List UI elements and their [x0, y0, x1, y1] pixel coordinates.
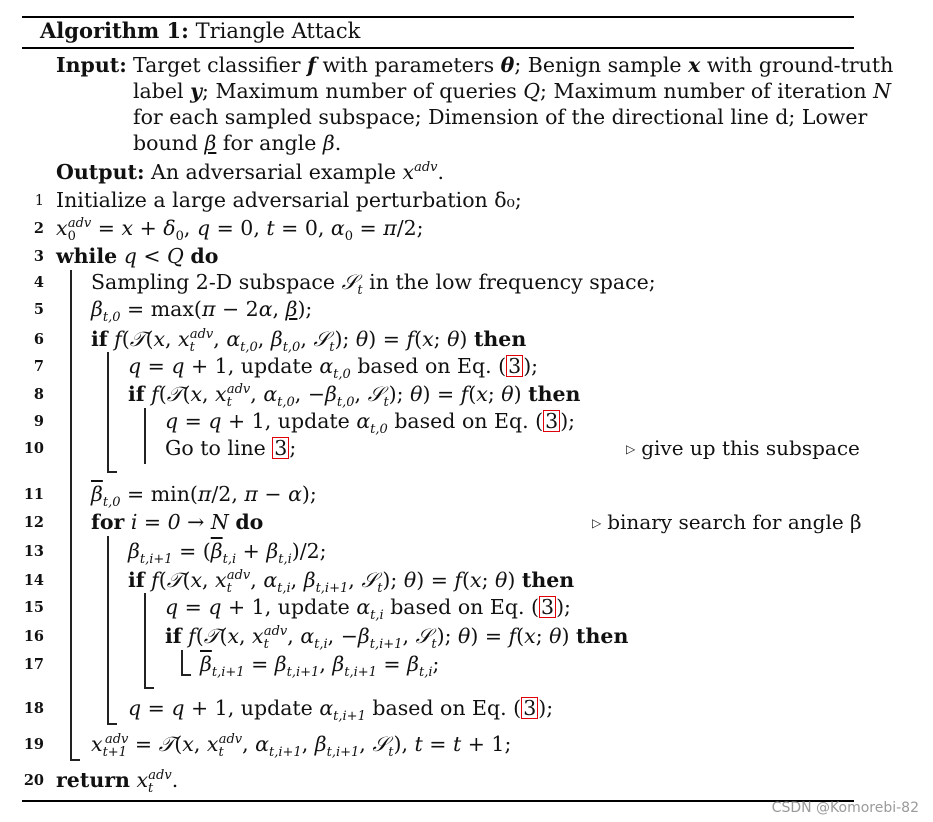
bottom-rule	[22, 800, 854, 802]
step-16: if f(𝒯(x, $x_t^{adv}$, $\alpha_{t,i}$, $-\beta_{t,i+1}$, 𝒮$_t$); θ) = f(x; θ) then	[165, 624, 629, 653]
line-number: 18	[23, 700, 44, 717]
equation-ref-link[interactable]: 3	[541, 595, 555, 619]
step-17: $\overline{\beta}_{t,i+1} = \beta_{t,i+1}$, $\beta_{t,i+1} = \beta_{t,i}$;	[200, 652, 440, 681]
line-number: 2	[33, 220, 44, 237]
algorithm-header	[40, 19, 360, 43]
input-line-1: Target classifier f with parameters θ; Benign sample x with ground-truth	[133, 53, 894, 77]
if14-scope-line	[144, 593, 146, 688]
step-18: q = q + 1, update $\alpha_{t,i+1}$ based on Eq. (3);	[128, 696, 554, 725]
line-number: 20	[23, 772, 44, 789]
input-line-3: for each sampled subspace; Dimension of the directional line d; Lower	[133, 105, 868, 129]
step-11: $\overline{\beta}_{t,0} = \min(\pi/2$, π − α);	[91, 482, 317, 511]
equation-ref-link[interactable]: 3	[523, 696, 537, 720]
line-number: 6	[33, 331, 44, 348]
line-number: 15	[23, 599, 44, 616]
line-number: 17	[23, 656, 44, 673]
line-number: 9	[33, 413, 44, 430]
if16-scope-line	[181, 650, 183, 675]
if14-scope-end	[144, 687, 154, 689]
step-13: $\beta_{t,i+1} = (\overline{\beta}_{t,i} + \beta_{t,i})/2$;	[128, 539, 327, 568]
step-7: q = q + 1, update $\alpha_{t,0}$ based on Eq. (3);	[128, 354, 539, 383]
line-number: 1	[34, 193, 44, 209]
line-number: 13	[23, 543, 44, 560]
line-number: 11	[23, 486, 44, 503]
if16-scope-end	[181, 674, 191, 676]
while-scope-line	[70, 270, 72, 760]
input-label: Input:	[56, 53, 127, 77]
equation-ref-link[interactable]: 3	[508, 354, 522, 378]
line-number: 16	[23, 628, 44, 645]
step-12: for i = 0 → N do	[91, 510, 264, 534]
inner-if-scope-line	[144, 408, 146, 464]
algorithm-title: Triangle Attack	[195, 19, 361, 43]
step-20: return $x_t^{adv}$.	[56, 768, 179, 797]
watermark: CSDN @Komorebi-82	[771, 800, 919, 816]
step-2: $x_0^{adv} = x + \delta_0$, q = 0, t = 0, $\alpha_0 = \pi/2$;	[56, 216, 424, 245]
line-number: 10	[23, 440, 44, 457]
for-scope-line	[107, 536, 109, 724]
line-number: 4	[33, 274, 44, 291]
output-line: Output: An adversarial example $x^{adv}$.	[56, 160, 445, 184]
step-8: if f(𝒯(x, $x_t^{adv}$, $\alpha_{t,0}$, $-\beta_{t,0}$, 𝒮$_t$); θ) = f(x; θ) then	[128, 382, 581, 411]
line-ref-link[interactable]: 3	[274, 436, 288, 460]
step-19: $x_{t+1}^{adv}$ = 𝒯(x, $x_t^{adv}$, $\alpha_{t,i+1}$, $\beta_{t,i+1}$, 𝒮$_t$), t = t + 1;	[91, 732, 512, 761]
step-6: if f(𝒯(x, $x_t^{adv}$, $\alpha_{t,0}$, $\beta_{t,0}$, 𝒮$_t$); θ) = f(x; θ) then	[91, 327, 527, 356]
step-14: if f(𝒯(x, $x_t^{adv}$, $\alpha_{t,i}$, $\beta_{t,i+1}$, 𝒮$_t$); θ) = f(x; θ) then	[128, 568, 575, 597]
line-number: 14	[23, 572, 44, 589]
header-rule	[22, 47, 854, 49]
if-scope-line	[107, 352, 109, 472]
triangle-right-icon: ▷	[626, 442, 636, 456]
if-scope-end	[107, 471, 117, 473]
input-line-4: bound β for angle β.	[133, 131, 342, 155]
step-15: q = q + 1, update $\alpha_{t,i}$ based on Eq. (3);	[165, 595, 571, 624]
line-number: 12	[23, 514, 44, 531]
while-scope-end	[70, 759, 80, 761]
comment-give-up: ▷ give up this subspace	[626, 436, 860, 460]
step-1: Initialize a large adversarial perturbation δ₀;	[56, 188, 522, 212]
line-number: 7	[33, 358, 44, 375]
line-number: 8	[33, 386, 44, 403]
step-4: Sampling 2-D subspace 𝒮$_t$ in the low frequency space;	[91, 270, 656, 299]
input-line-2: label y; Maximum number of queries Q; Maximum number of iteration N	[133, 79, 891, 103]
algorithm-label: Algorithm 1:	[40, 18, 189, 43]
step-9: q = q + 1, update $\alpha_{t,0}$ based on Eq. (3);	[165, 409, 576, 438]
for-scope-end	[107, 723, 117, 725]
step-3: while q < Q do	[56, 244, 219, 268]
comment-binary-search: ▷ binary search for angle β	[592, 510, 862, 534]
line-number: 5	[33, 301, 44, 318]
line-number: 19	[23, 736, 44, 753]
step-10: Go to line 3;	[165, 436, 297, 460]
triangle-right-icon: ▷	[592, 516, 602, 530]
equation-ref-link[interactable]: 3	[545, 409, 559, 433]
line-number: 3	[33, 248, 44, 265]
step-5: $\beta_{t,0} = \max(\pi - 2\alpha$, β);	[91, 297, 313, 326]
